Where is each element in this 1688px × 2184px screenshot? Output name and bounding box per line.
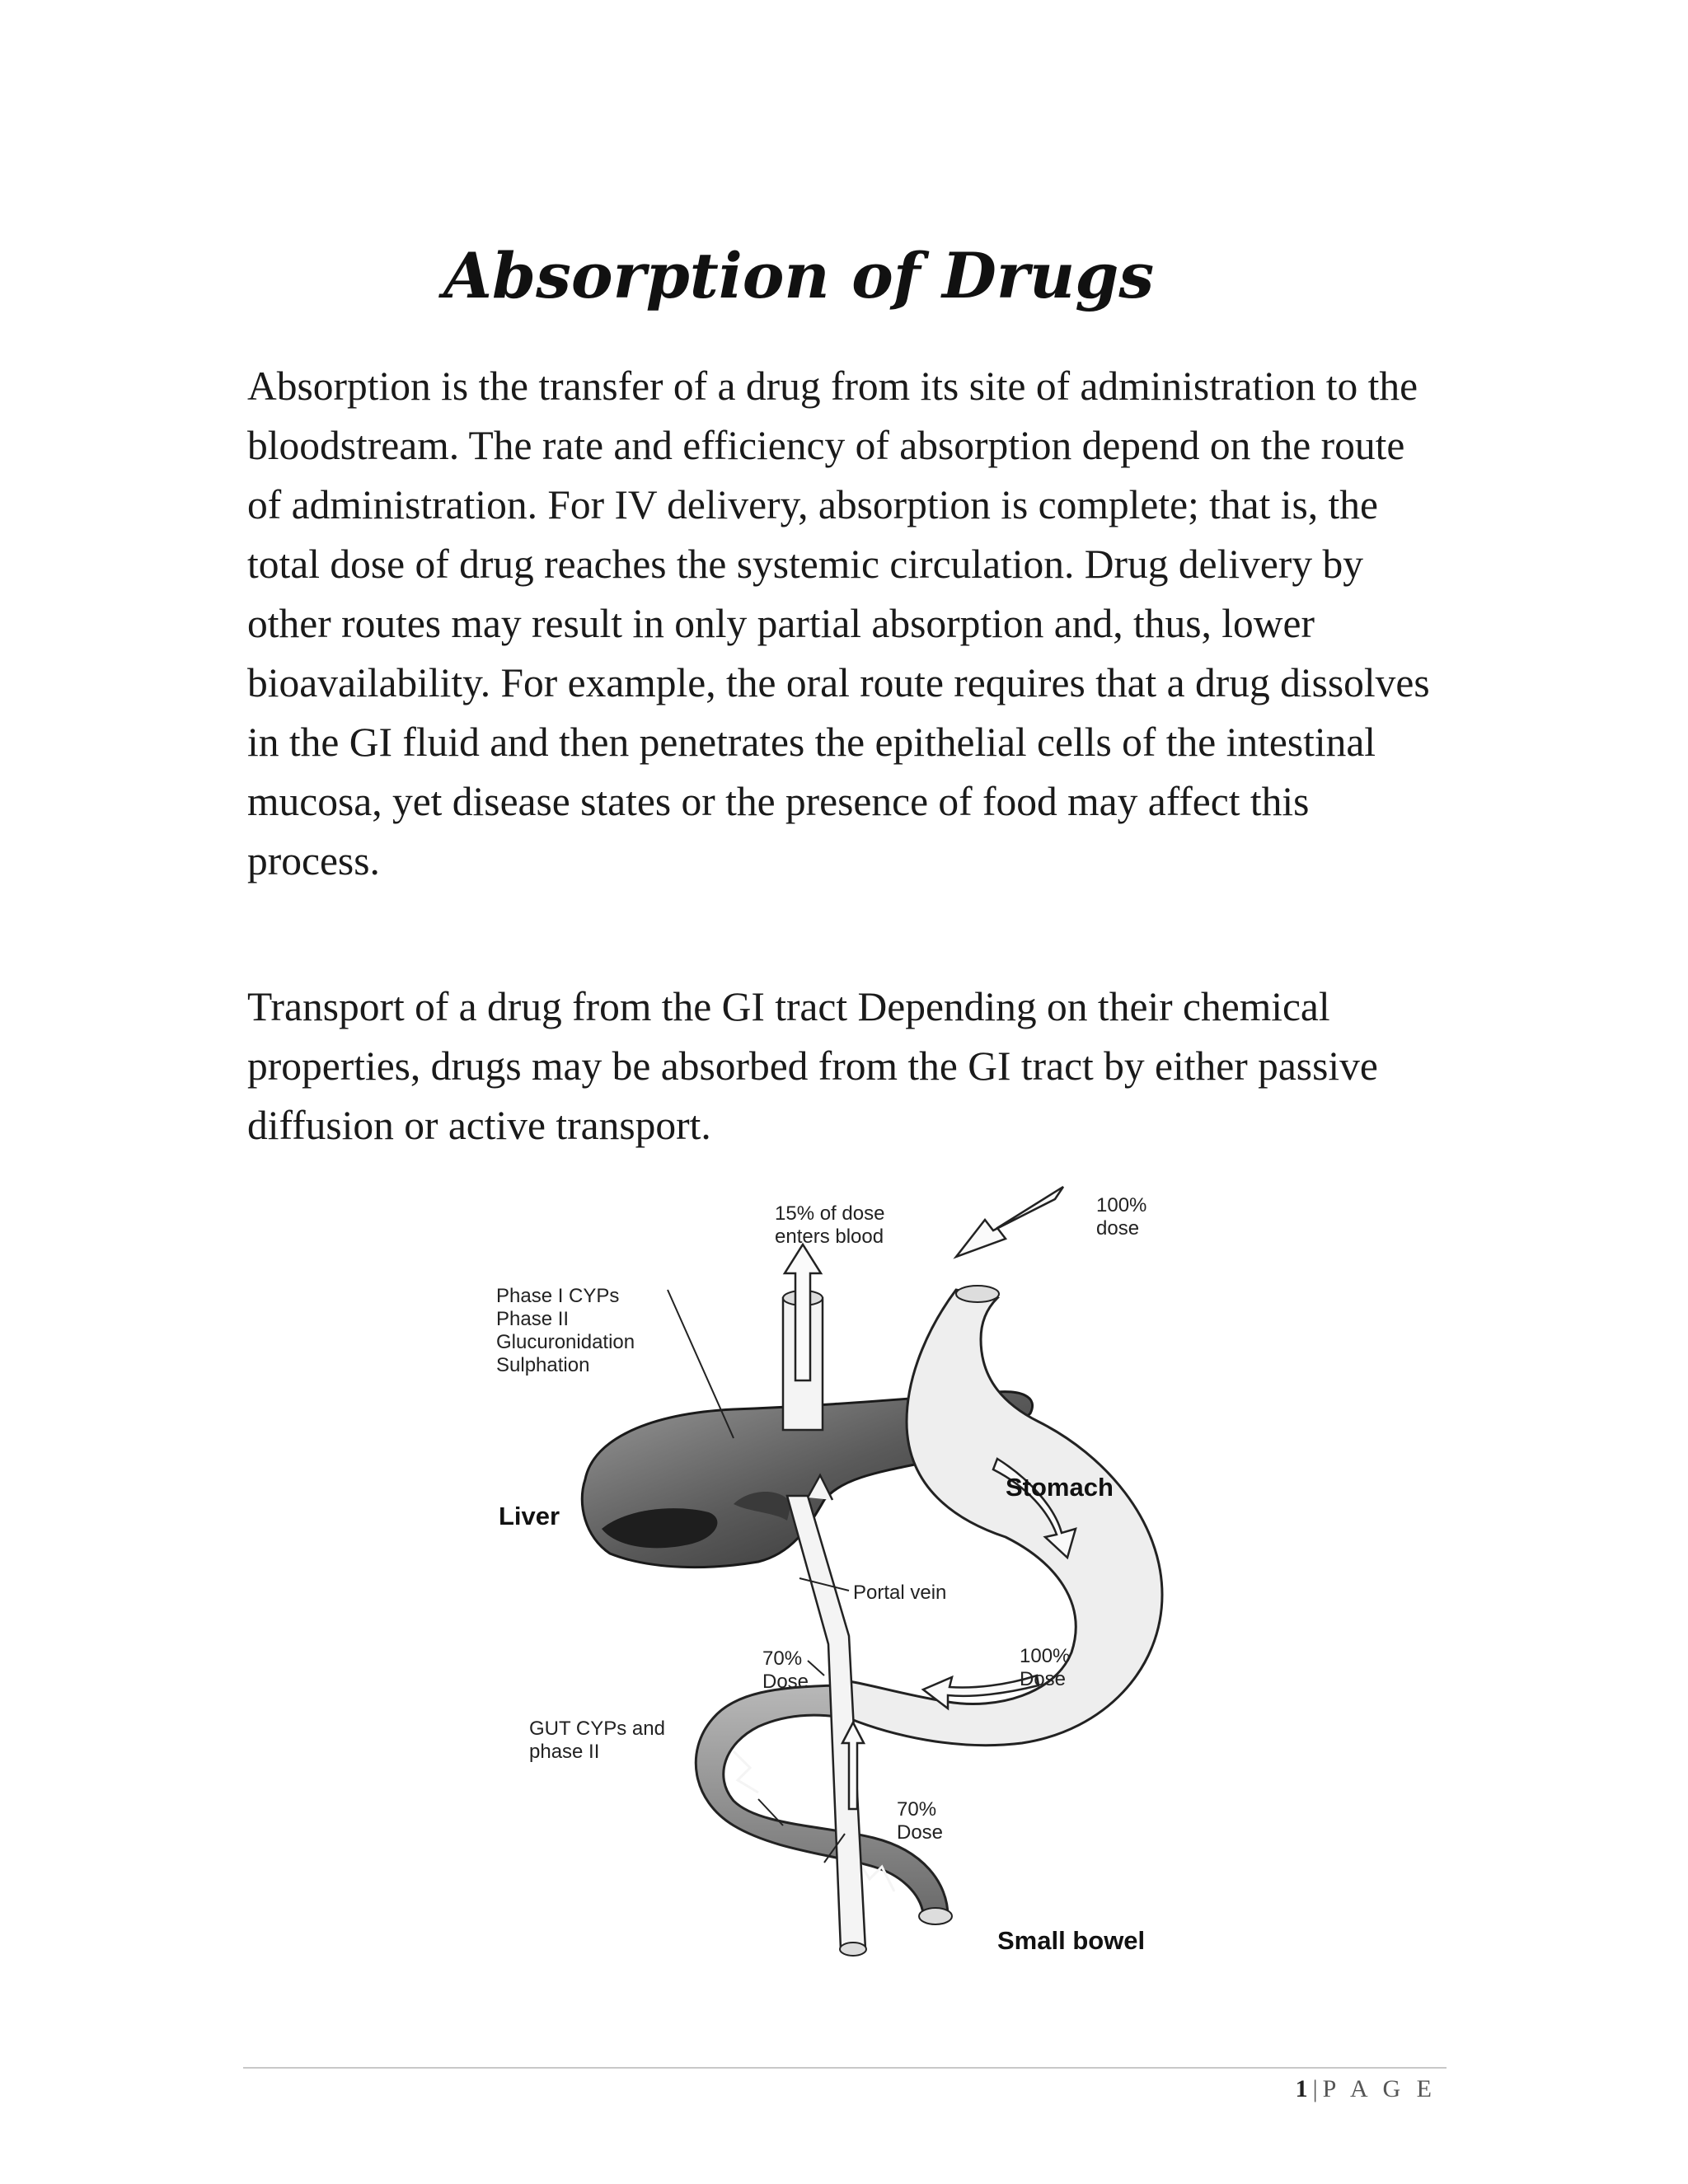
label-dose70b-1: 70%: [897, 1798, 937, 1821]
label-dose70a-1: 70%: [762, 1647, 803, 1670]
page-footer: [1296, 2075, 1437, 2103]
label-phase-1: Phase I CYPs: [496, 1285, 620, 1307]
label-dose-blood-2: enters blood: [775, 1226, 884, 1248]
label-stomach: Stomach: [1006, 1473, 1114, 1502]
label-dose70b-2: Dose: [897, 1821, 944, 1844]
label-dose-in-2: dose: [1096, 1217, 1140, 1240]
page-number: 1: [1295, 2075, 1313, 2102]
label-phase-3: Glucuronidation: [496, 1331, 635, 1353]
page-title: Absorption of Drugs: [443, 239, 1155, 312]
stomach-shape: [849, 1286, 1162, 1746]
label-small-bowel: Small bowel: [997, 1926, 1146, 1955]
label-liver: Liver: [499, 1502, 560, 1530]
label-phase-2: Phase II: [496, 1308, 570, 1330]
absorption-diagram: [462, 1174, 1286, 1982]
arrow-down-icon: [956, 1187, 1063, 1257]
label-dose70a-2: Dose: [762, 1671, 809, 1693]
label-dose-blood-1: 15% of dose: [775, 1202, 885, 1225]
footer-separator: |: [1312, 2075, 1323, 2102]
label-portal-vein: Portal vein: [853, 1582, 947, 1604]
label-dose100-1: 100%: [1020, 1645, 1071, 1667]
page-label: P A G E: [1322, 2075, 1437, 2102]
label-dose-in-1: 100%: [1096, 1194, 1147, 1216]
paragraph-gi-transport: Transport of a drug from the GI tract Depending on their chemical properties, drugs may be absorbed from the GI tract by either passive diffusion or active transport.: [247, 984, 1378, 1148]
label-phase-4: Sulphation: [496, 1354, 590, 1376]
footer-divider: [243, 2067, 1447, 2069]
label-gut-2: phase II: [529, 1741, 600, 1763]
label-gut-1: GUT CYPs and: [529, 1718, 665, 1740]
label-dose100-2: Dose: [1020, 1668, 1067, 1690]
paragraph-absorption-definition: Absorption is the transfer of a drug from its site of administration to the bloodstream. The rate and efficiency of absorption depend on the route of administration. For IV delivery, absorption is complete; that is, the total dose of drug reaches the systemic circulation. Drug delivery by other routes may result in only partial absorption and, thus, lower bioavailability. For example, the oral route requires that a drug dissolves in the GI fluid and then penetrates the epithelial cells of the intestinal mucosa, yet disease states or the presence of food may affect this process.: [247, 363, 1430, 883]
